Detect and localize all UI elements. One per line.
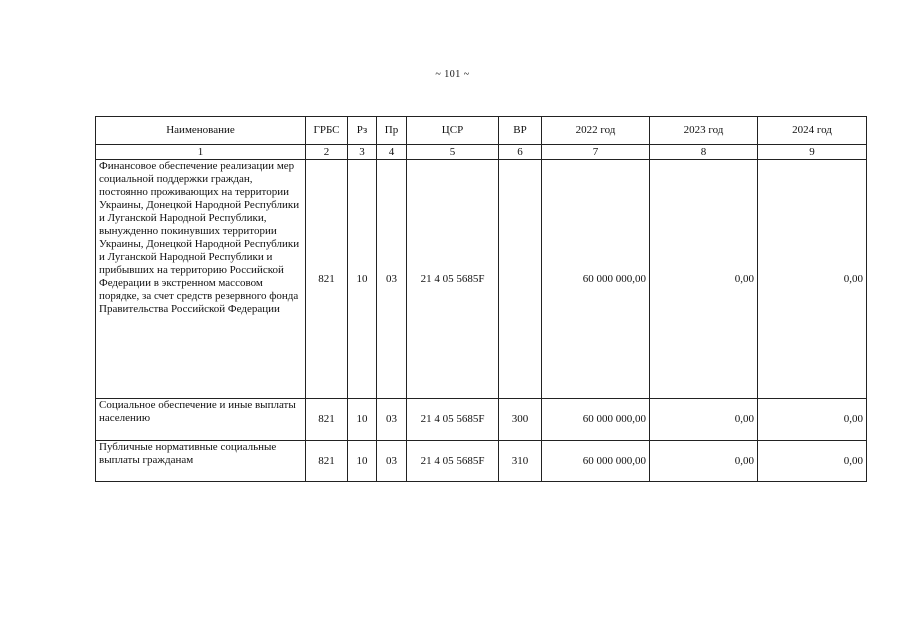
row-pr: 03 <box>377 441 407 482</box>
row-csr: 21 4 05 5685F <box>407 160 499 399</box>
row-2023: 0,00 <box>650 441 758 482</box>
column-index: 3 <box>348 145 377 160</box>
row-pr: 03 <box>377 160 407 399</box>
row-name: Социальное обеспечение и иные выплаты населению <box>96 399 306 441</box>
row-rz: 10 <box>348 160 377 399</box>
row-name: Финансовое обеспечение реализации мер социальной поддержки граждан, постоянно проживающих на территории Украины, Донецкой Народной Республики и Луганской Народной Республики, вынужденно покинувших территории Украины, Донецкой Народной Республики и Луганской Народной Республики и прибывших на территорию Российской Федерации в экстренном массовом порядке, за счет средств резервного фонда Правительства Российской Федерации <box>96 160 306 399</box>
row-vr: 300 <box>499 399 542 441</box>
row-grbs: 821 <box>306 441 348 482</box>
row-csr: 21 4 05 5685F <box>407 399 499 441</box>
header-2023: 2023 год <box>650 117 758 145</box>
header-grbs: ГРБС <box>306 117 348 145</box>
budget-table <box>95 116 867 482</box>
page-number: ~ 101 ~ <box>435 69 470 80</box>
column-index: 7 <box>542 145 650 160</box>
row-vr: 310 <box>499 441 542 482</box>
row-vr <box>499 160 542 399</box>
row-2024: 0,00 <box>758 399 867 441</box>
row-rz: 10 <box>348 399 377 441</box>
column-index-row <box>96 145 867 160</box>
header-name: Наименование <box>96 117 306 145</box>
table-row <box>96 160 867 399</box>
row-2022: 60 000 000,00 <box>542 160 650 399</box>
row-2022: 60 000 000,00 <box>542 399 650 441</box>
column-index: 2 <box>306 145 348 160</box>
column-index: 5 <box>407 145 499 160</box>
table-row <box>96 441 867 482</box>
column-index: 9 <box>758 145 867 160</box>
row-2024: 0,00 <box>758 441 867 482</box>
row-csr: 21 4 05 5685F <box>407 441 499 482</box>
row-pr: 03 <box>377 399 407 441</box>
header-csr: ЦСР <box>407 117 499 145</box>
row-grbs: 821 <box>306 160 348 399</box>
row-2024: 0,00 <box>758 160 867 399</box>
table-row <box>96 399 867 441</box>
table-header-row <box>96 117 867 145</box>
row-grbs: 821 <box>306 399 348 441</box>
header-rz: Рз <box>348 117 377 145</box>
row-2022: 60 000 000,00 <box>542 441 650 482</box>
header-pr: Пр <box>377 117 407 145</box>
column-index: 4 <box>377 145 407 160</box>
row-rz: 10 <box>348 441 377 482</box>
row-name: Публичные нормативные социальные выплаты гражданам <box>96 441 306 482</box>
column-index: 6 <box>499 145 542 160</box>
header-vr: ВР <box>499 117 542 145</box>
header-2022: 2022 год <box>542 117 650 145</box>
row-2023: 0,00 <box>650 399 758 441</box>
column-index: 1 <box>96 145 306 160</box>
header-2024: 2024 год <box>758 117 867 145</box>
column-index: 8 <box>650 145 758 160</box>
row-2023: 0,00 <box>650 160 758 399</box>
